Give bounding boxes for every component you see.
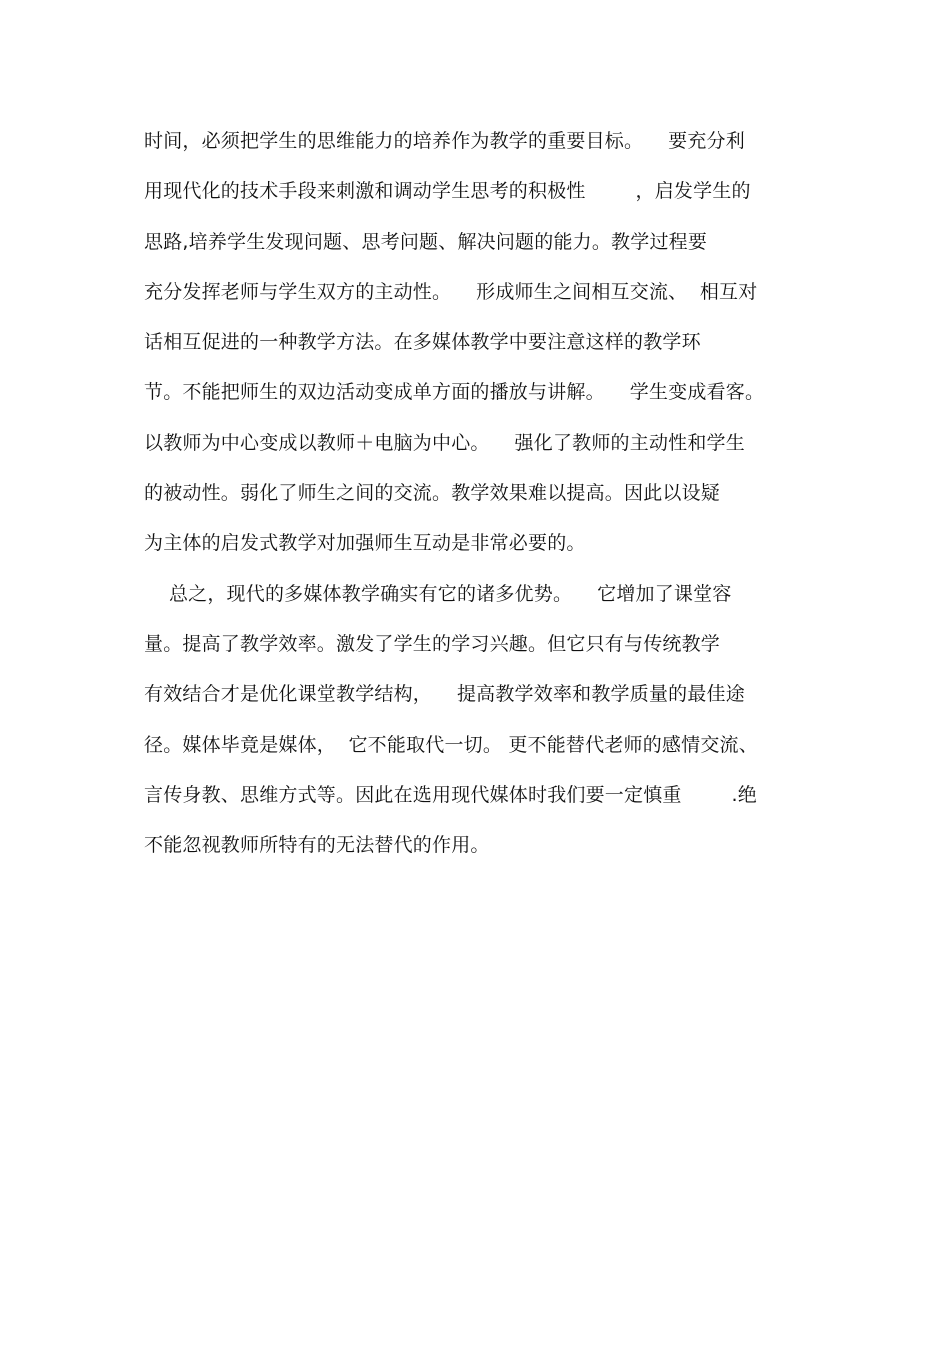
text-line: 量。提高了教学效率。激发了学生的学习兴趣。但它只有与传统教学: [144, 632, 721, 655]
text-line: 时间，必须把学生的思维能力的培养作为教学的重要目标。 要充分利: [144, 130, 745, 152]
text-line: 总之，现代的多媒体教学确实有它的诸多优势。 它增加了课堂容: [144, 582, 732, 605]
text-line: 为主体的启发式教学对加强师生互动是非常必要的。: [144, 532, 586, 555]
text-line: 言传身教、思维方式等。因此在选用现代媒体时我们要一定慎重 .绝: [144, 783, 757, 806]
text-line: 以教师为中心变成以教师＋电脑为中心。 强化了教师的主动性和学生: [144, 431, 745, 454]
text-line: 有效结合才是优化课堂教学结构， 提高教学效率和教学质量的最佳途: [144, 683, 745, 706]
text-line: 节。不能把师生的双边活动变成单方面的播放与讲解。 学生变成看客。: [144, 381, 765, 404]
text-line: 话相互促进的一种教学方法。在多媒体教学中要注意这样的教学环: [144, 331, 701, 354]
text-line: 充分发挥老师与学生双方的主动性。 形成师生之间相互交流、 相互对: [144, 280, 758, 303]
body-text: [144, 123, 814, 877]
text-line: 的被动性。弱化了师生之间的交流。教学效果难以提高。因此以设疑: [144, 482, 721, 505]
text-line: 思路,培养学生发现问题、思考问题、解决问题的能力。教学过程要: [144, 230, 708, 253]
text-line: 径。媒体毕竟是媒体， 它不能取代一切。 更不能替代老师的感情交流、: [144, 733, 758, 756]
text-line: 不能忽视教师所特有的无法替代的作用。: [144, 834, 490, 857]
text-line: 用现代化的技术手段来刺激和调动学生思考的积极性 ，启发学生的: [144, 180, 751, 203]
